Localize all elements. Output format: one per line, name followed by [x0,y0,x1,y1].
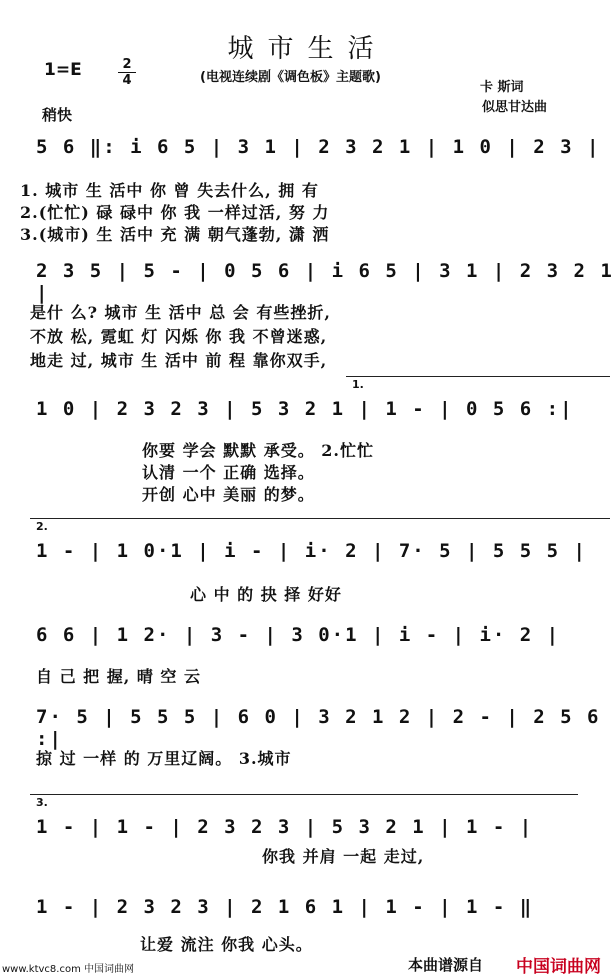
lyric-verse-3: 3.(城市) 生 活中 充 满 朝气蓬勃, 潇 洒 [20,225,330,244]
volta-label: 3. [36,796,48,809]
footer-source: 本曲谱源自 [408,956,484,974]
notation-line: 1 - | 1 0·1 | i - | i· 2 | 7· 5 | 5 5 5 | [36,540,587,562]
volta-line [346,376,610,377]
lyric-verse-2: 认清 一个 正确 选择。 [142,463,315,482]
lyric-verse-1: 你要 学会 默默 承受。 2.忙忙 [142,441,374,460]
key-signature: 1=E [44,60,82,80]
notation-line: 1 - | 1 - | 2 3 2 3 | 5 3 2 1 | 1 - | [36,816,534,838]
lyric-verse-3: 地走 过, 城市 生 活中 前 程 靠你双手, [30,351,328,370]
notation-line: 2 3 5 | 5 - | 0 5 6 | i 6 5 | 3 1 | 2 3 2 1 | [36,260,614,304]
notation-line: 7· 5 | 5 5 5 | 6 0 | 3 2 1 2 | 2 - | 2 5 6 :| [36,706,601,750]
lyric-verse-3: 开创 心中 美丽 的梦。 [142,485,315,504]
lyric-line: 自 己 把 握, 晴 空 云 [36,667,201,686]
composer-credit: 似思甘达曲 [482,100,548,115]
volta-label: 2. [36,520,48,533]
footer-site: www.ktvc8.com 中国词曲网 [2,964,135,975]
song-subtitle: (电视连续剧《调色板》主题歌) [200,70,381,85]
volta-label: 1. [352,378,364,391]
lyricist-credit: 卡 斯词 [480,80,524,95]
lyric-line: 让爱 流注 你我 心头。 [140,935,313,954]
notation-line: 6 6 | 1 2· | 3 - | 3 0·1 | i - | i· 2 | [36,624,561,646]
time-bottom: 4 [122,73,132,88]
lyric-verse-1: 1. 城市 生 活中 你 曾 失去什么, 拥 有 [20,181,319,200]
lyric-line: 掠 过 一样 的 万里辽阔。 3.城市 [36,749,292,768]
footer-brand: 中国词曲网 [516,957,601,977]
lyric-line: 心 中 的 抉 择 好好 [190,585,342,604]
volta-line [30,794,578,795]
lyric-line: 你我 并肩 一起 走过, [262,847,425,866]
lyric-verse-2: 2.(忙忙) 碌 碌中 你 我 一样过活, 努 力 [20,203,330,222]
volta-line [30,518,610,519]
time-signature [118,58,136,87]
notation-line: 1 0 | 2 3 2 3 | 5 3 2 1 | 1 - | 0 5 6 :| [36,398,574,420]
notation-line: 5 6 ‖: i 6 5 | 3 1 | 2 3 2 1 | 1 0 | 2 3 | [36,136,601,158]
song-title: 城市生活 [227,34,388,64]
lyric-verse-2: 不放 松, 霓虹 灯 闪烁 你 我 不曾迷惑, [30,327,328,346]
tempo-marking: 稍快 [42,106,73,124]
lyric-verse-1: 是什 么? 城市 生 活中 总 会 有些挫折, [30,303,331,322]
time-top: 2 [122,57,132,72]
notation-line: 1 - | 2 3 2 3 | 2 1 6 1 | 1 - | 1 - ‖ [36,896,534,918]
